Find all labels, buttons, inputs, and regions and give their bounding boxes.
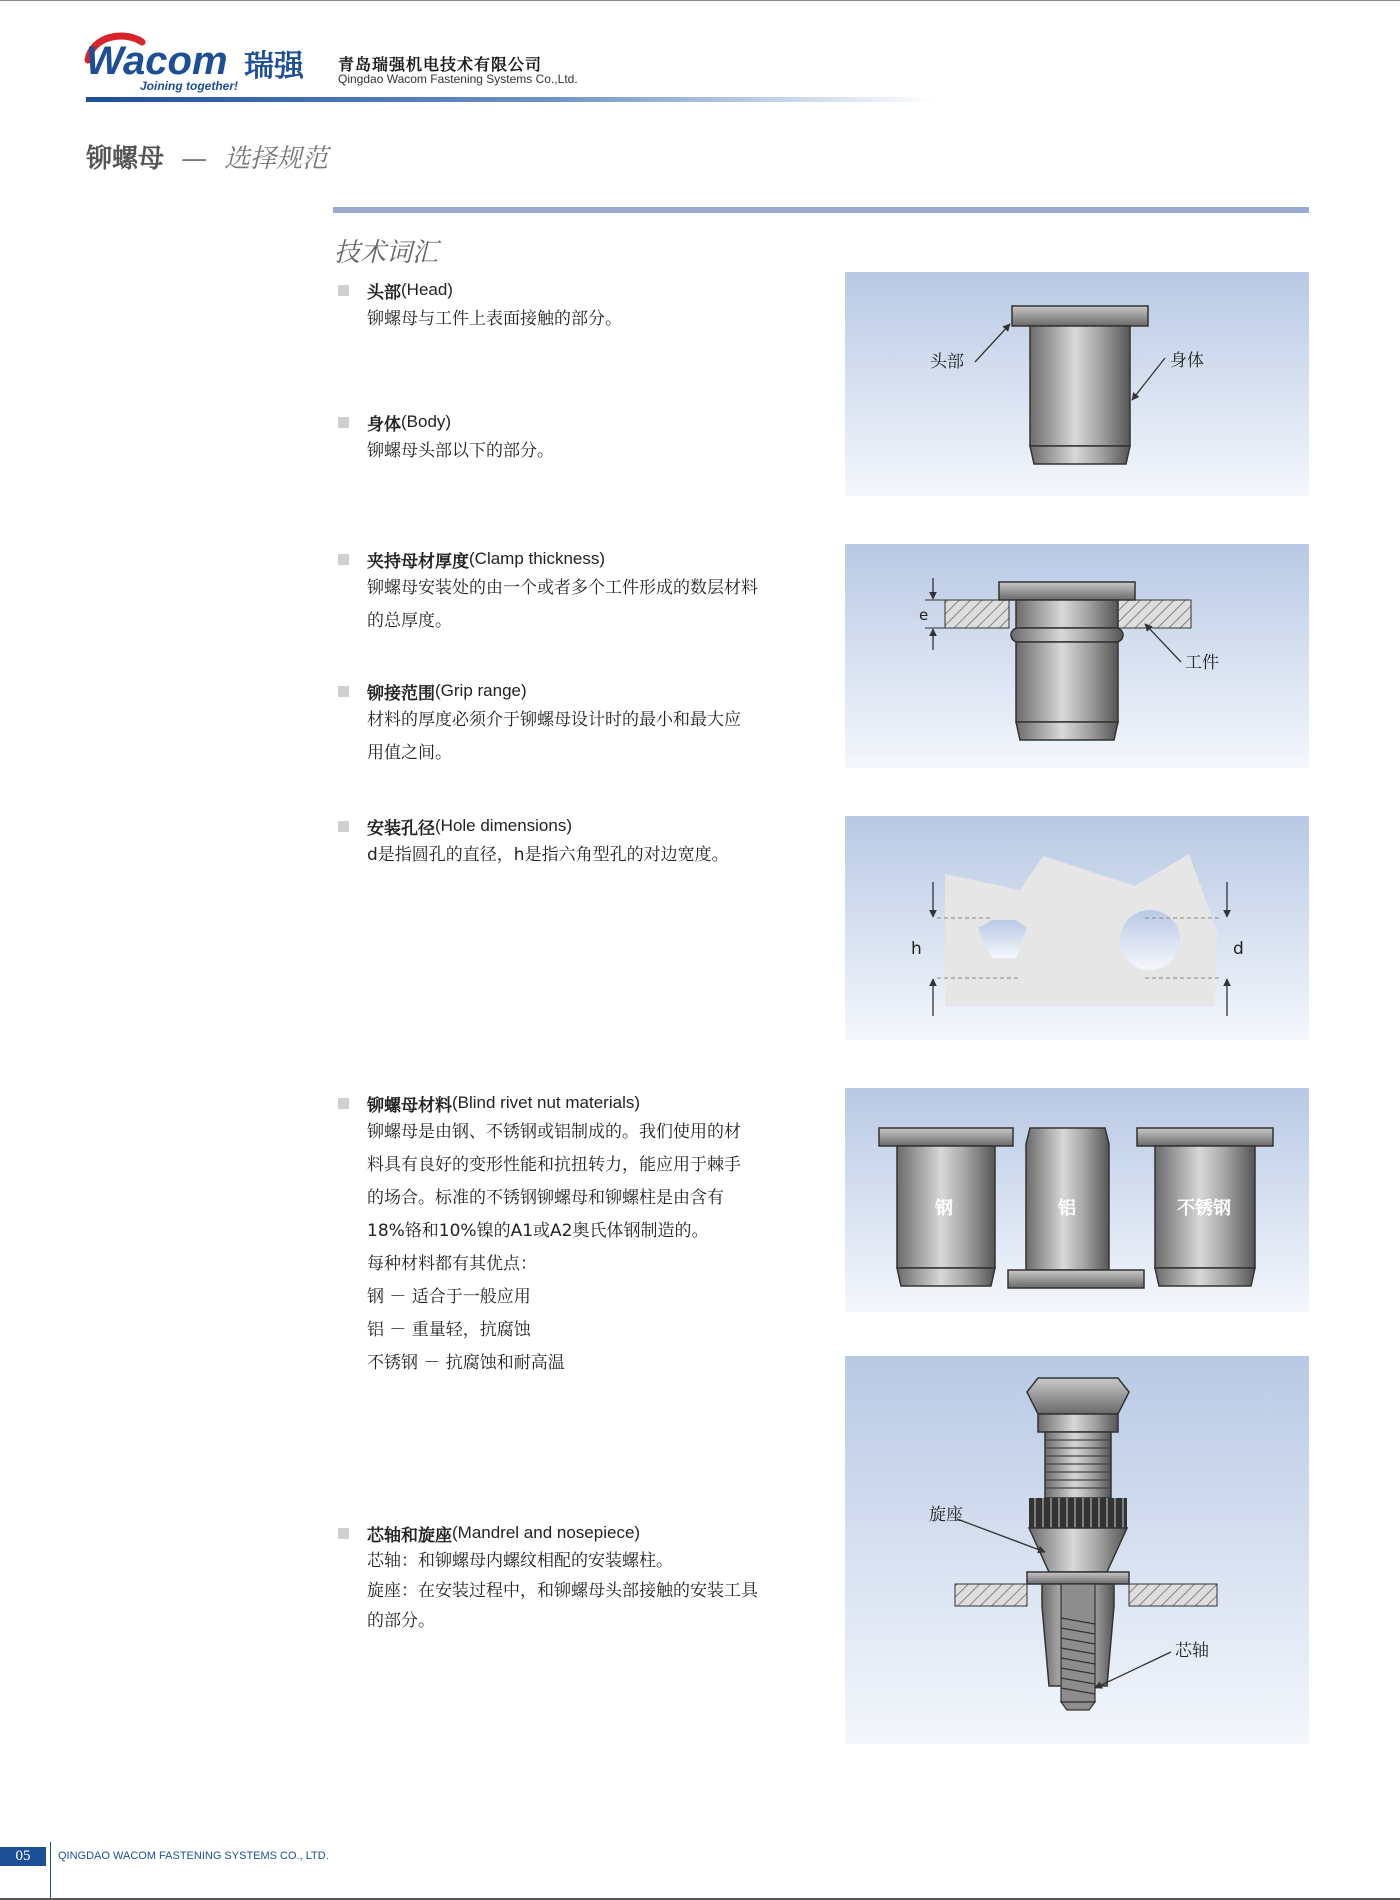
term-title-cn: 身体 xyxy=(367,414,401,435)
term-text: 芯轴：和铆螺母内螺纹相配的安装螺柱。 xyxy=(367,1551,673,1571)
label-aluminum: 铝 xyxy=(1058,1198,1076,1219)
page-title-main: 铆螺母 xyxy=(86,144,165,174)
footer-divider xyxy=(50,1842,51,1900)
page-title-separator: — xyxy=(181,144,208,174)
term-clamp-thickness xyxy=(338,546,808,638)
label-body: 身体 xyxy=(1170,351,1204,371)
term-grip-range xyxy=(338,678,808,770)
term-text: 用值之间。 xyxy=(367,743,452,763)
term-text: 的场合。标准的不锈钢铆螺母和铆螺柱是由含有 xyxy=(367,1188,724,1208)
term-text: 料具有良好的变形性能和抗扭转力，能应用于棘手 xyxy=(367,1155,741,1175)
footer-company: QINGDAO WACOM FASTENING SYSTEMS CO., LTD. xyxy=(58,1850,329,1862)
term-body xyxy=(338,409,808,468)
term-text: 不锈钢 － 抗腐蚀和耐高温 xyxy=(367,1353,565,1373)
bullet-icon xyxy=(338,821,349,832)
term-hole-dimensions xyxy=(338,813,808,872)
logo-chinese: 瑞强 xyxy=(244,49,304,84)
bullet-icon xyxy=(338,686,349,697)
term-text: 的总厚度。 xyxy=(367,611,452,631)
term-title-en: (Mandrel and nosepiece) xyxy=(452,1523,641,1542)
figure-mandrel-nosepiece xyxy=(845,1356,1309,1744)
company-name-cn: 青岛瑞强机电技术有限公司 xyxy=(338,55,543,74)
company-logo xyxy=(84,30,324,96)
label-e: e xyxy=(919,606,929,624)
term-text: 材料的厚度必须介于铆螺母设计时的最小和最大应 xyxy=(367,710,741,730)
term-text: 铆螺母安装处的由一个或者多个工件形成的数层材料 xyxy=(367,578,758,598)
bullet-icon xyxy=(338,417,349,428)
label-stainless: 不锈钢 xyxy=(1177,1198,1231,1219)
page-top-border xyxy=(0,0,1400,1)
term-text: 铆螺母与工件上表面接触的部分。 xyxy=(367,309,622,329)
term-text: 每种材料都有其优点： xyxy=(367,1254,537,1274)
term-title-cn: 安装孔径 xyxy=(367,818,435,839)
page-number: 05 xyxy=(0,1847,46,1866)
page-title-sub: 选择规范 xyxy=(224,144,329,174)
label-h: h xyxy=(911,939,922,959)
term-title-cn: 芯轴和旋座 xyxy=(367,1525,452,1546)
term-head xyxy=(338,277,808,336)
term-title-en: (Grip range) xyxy=(435,681,527,700)
term-title-cn: 铆螺母材料 xyxy=(367,1095,452,1116)
term-mandrel-nosepiece xyxy=(338,1520,808,1636)
term-text: 铝 － 重量轻，抗腐蚀 xyxy=(367,1320,531,1340)
term-text: 铆螺母是由钢、不锈钢或铝制成的。我们使用的材 xyxy=(367,1122,741,1142)
label-steel: 钢 xyxy=(935,1198,953,1219)
logo-tagline: Joining together! xyxy=(140,79,238,93)
label-mandrel: 芯轴 xyxy=(1175,1641,1209,1661)
section-title: 技术词汇 xyxy=(334,238,439,268)
term-title-cn: 头部 xyxy=(367,282,401,303)
term-text: 钢 － 适合于一般应用 xyxy=(367,1287,531,1307)
bullet-icon xyxy=(338,1528,349,1539)
bullet-icon xyxy=(338,554,349,565)
term-text: 铆螺母头部以下的部分。 xyxy=(367,441,554,461)
term-text: 旋座：在安装过程中，和铆螺母头部接触的安装工具 xyxy=(367,1581,758,1601)
term-text: 的部分。 xyxy=(367,1611,435,1631)
header-divider xyxy=(86,97,936,102)
term-title-en: (Hole dimensions) xyxy=(435,816,572,835)
term-title-en: (Head) xyxy=(401,280,453,299)
page-title xyxy=(86,138,328,175)
term-text: 18%铬和10%镍的A1或A2奥氏体钢制造的。 xyxy=(367,1221,709,1241)
label-head: 头部 xyxy=(930,352,964,372)
bullet-icon xyxy=(338,1098,349,1109)
bullet-icon xyxy=(338,285,349,296)
term-title-en: (Clamp thickness) xyxy=(469,549,606,568)
term-title-cn: 铆接范围 xyxy=(367,683,435,704)
term-title-cn: 夹持母材厚度 xyxy=(367,551,469,572)
logo-wordmark: Wacom xyxy=(86,39,228,83)
label-d: d xyxy=(1233,939,1244,959)
figure-clamp-thickness xyxy=(845,544,1309,768)
term-title-en: (Blind rivet nut materials) xyxy=(452,1093,641,1112)
section-rule xyxy=(333,207,1309,213)
label-nosepiece: 旋座 xyxy=(929,1505,963,1525)
figure-materials xyxy=(845,1088,1309,1312)
figure-hole-dimensions xyxy=(845,816,1309,1040)
label-workpiece: 工件 xyxy=(1185,653,1219,673)
term-materials xyxy=(338,1090,808,1380)
figure-head-body xyxy=(845,272,1309,496)
term-text: d是指圆孔的直径，h是指六角型孔的对边宽度。 xyxy=(367,845,729,865)
term-title-en: (Body) xyxy=(401,412,452,431)
company-name-en: Qingdao Wacom Fastening Systems Co.,Ltd. xyxy=(338,72,578,86)
